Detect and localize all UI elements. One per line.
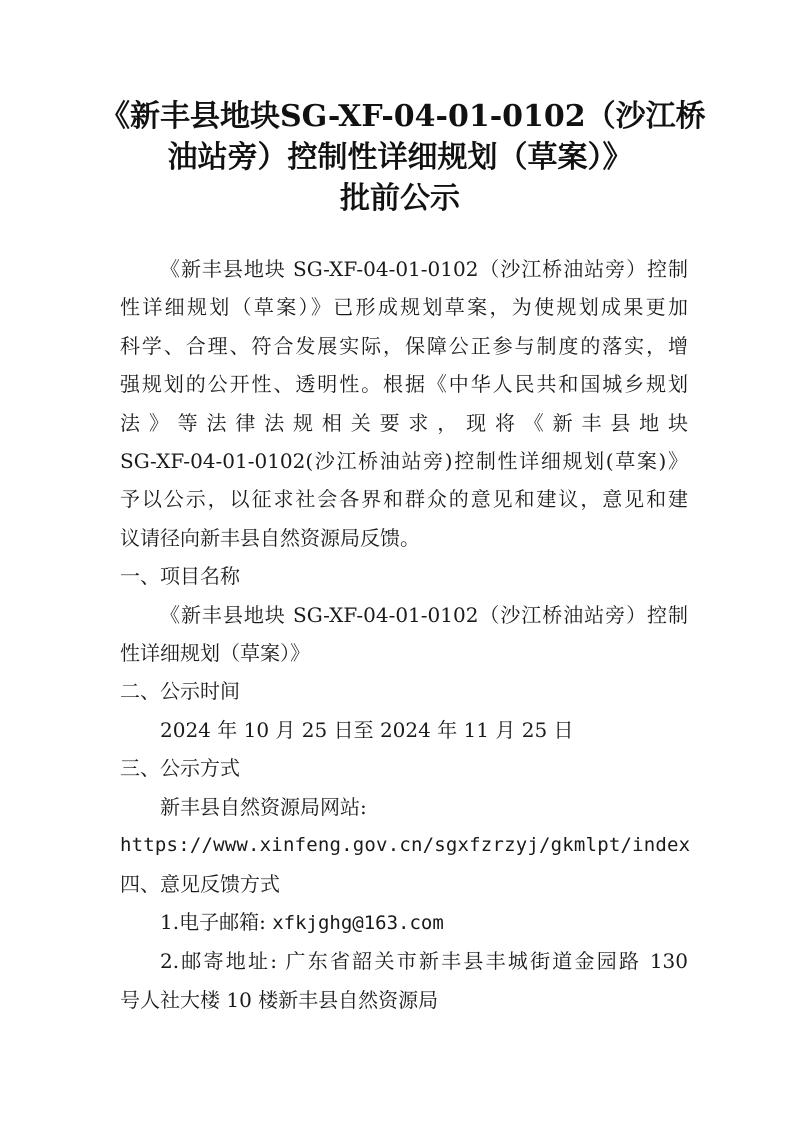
intro-line-1: 《新丰县地块 SG-XF-04-01-0102（沙江桥油站旁）控制 <box>160 257 688 281</box>
email-address[interactable]: xfkjghg@163.com <box>272 911 444 934</box>
website-label: 新丰县自然资源局网站: <box>160 794 367 819</box>
section-heading-feedback: 四、意见反馈方式 <box>120 871 280 896</box>
title-line-3: 批前公示 <box>340 181 460 216</box>
intro-line-3: 科学、合理、符合发展实际，保障公正参与制度的落实，增 <box>120 333 688 358</box>
intro-line-6: SG-XF-04-01-0102(沙江桥油站旁)控制性详细规划(草案)》 <box>120 449 688 474</box>
section-heading-project-name: 一、项目名称 <box>120 564 240 589</box>
intro-line-2: 性详细规划（草案）》已形成规划草案，为使规划成果更加 <box>120 295 688 320</box>
notice-period-text: 2024 年 10 月 25 日至 2024 年 11 月 25 日 <box>160 717 574 742</box>
postal-address-line-1: 2.邮寄地址: 广东省韶关市新丰县丰城街道金园路 130 <box>160 949 688 974</box>
email-line <box>120 903 688 942</box>
website-link[interactable]: https://www.xinfeng.gov.cn/sgxfzrzyj/gkmlpt/index <box>120 834 691 857</box>
intro-line-5: 法》等法律法规相关要求，现将《新丰县地块 <box>120 410 688 435</box>
intro-line-4: 强规划的公开性、透明性。根据《中华人民共和国城乡规划 <box>120 372 688 397</box>
intro-line-8: 议请径向新丰县自然资源局反馈。 <box>120 525 420 550</box>
section-heading-notice-period: 二、公示时间 <box>120 679 240 704</box>
title-line-1: 《新丰县地块SG-XF-04-01-0102（沙江桥 <box>100 99 706 134</box>
notice-body <box>120 250 691 1019</box>
project-name-line-2: 性详细规划（草案）》 <box>120 641 310 666</box>
intro-paragraph <box>120 250 688 557</box>
section-heading-notice-method: 三、公示方式 <box>120 756 240 781</box>
postal-address-line-2: 号人社大楼 10 楼新丰县自然资源局 <box>120 987 439 1012</box>
notice-title <box>100 96 706 219</box>
email-label: 1.电子邮箱: <box>160 909 273 934</box>
project-name-line-1: 《新丰县地块 SG-XF-04-01-0102（沙江桥油站旁）控制 <box>160 602 688 627</box>
intro-line-7: 予以公示，以征求社会各界和群众的意见和建议，意见和建 <box>120 487 688 512</box>
title-line-2: 油站旁）控制性详细规划（草案）》 <box>167 140 633 175</box>
